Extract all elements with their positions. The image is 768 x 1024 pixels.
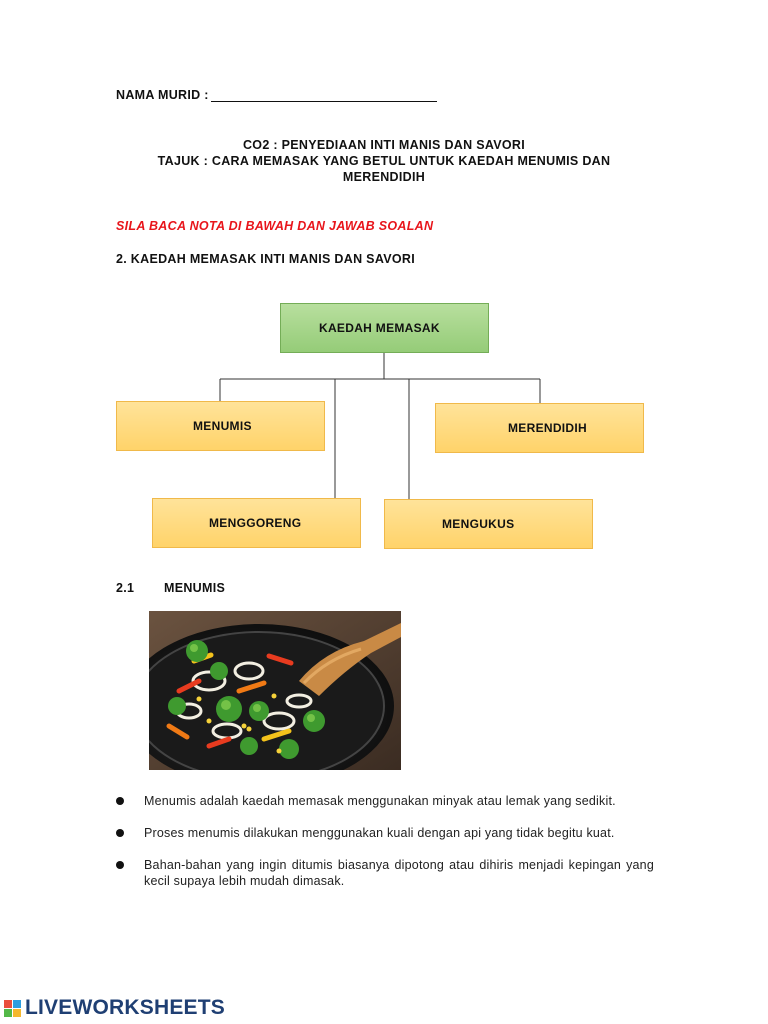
student-name-label: NAMA MURID :: [116, 88, 209, 102]
liveworksheets-brand: [4, 996, 225, 1020]
diagram-root-box: [280, 303, 489, 353]
bullet-icon: [116, 797, 124, 805]
liveworksheets-logo-icon: [4, 1000, 21, 1017]
brand-name: LIVEWORKSHEETS: [25, 996, 225, 1019]
diagram-box-mengukus: [384, 499, 593, 549]
list-item: [116, 793, 654, 809]
diagram-label-menggoreng: MENGGORENG: [209, 516, 302, 530]
diagram-box-merendidih: [435, 403, 644, 453]
bullet-icon: [116, 829, 124, 837]
diagram-root-label: KAEDAH MEMASAK: [319, 321, 440, 335]
bullet-text: Bahan-bahan yang ingin ditumis biasanya dipotong atau dihiris menjadi kepingan yang kecil supaya lebih mudah dimasak.: [144, 858, 654, 888]
title-line-1: CO2 : PENYEDIAAN INTI MANIS DAN SAVORI: [242, 138, 526, 152]
section-2-1-heading: [116, 581, 225, 595]
bullet-text: Proses menumis dilakukan menggunakan kuali dengan api yang tidak begitu kuat.: [144, 826, 615, 840]
section-2-heading: 2. KAEDAH MEMASAK INTI MANIS DAN SAVORI: [116, 252, 415, 266]
list-item: [116, 857, 654, 889]
title-line-3: MERENDIDIH: [342, 170, 426, 184]
diagram-box-menggoreng: [152, 498, 361, 548]
menumis-notes-list: [116, 793, 654, 905]
title-line-2: TAJUK : CARA MEMASAK YANG BETUL UNTUK KAEDAH MENUMIS DAN: [157, 154, 611, 168]
instruction-text: SILA BACA NOTA DI BAWAH DAN JAWAB SOALAN: [116, 219, 434, 233]
diagram-label-menumis: MENUMIS: [193, 419, 252, 433]
list-item: [116, 825, 654, 841]
bullet-icon: [116, 861, 124, 869]
diagram-label-mengukus: MENGUKUS: [442, 517, 515, 531]
section-2-1-number: 2.1: [116, 581, 135, 595]
stir-fry-photo: [149, 611, 401, 770]
diagram-box-menumis: [116, 401, 325, 451]
diagram-label-merendidih: MERENDIDIH: [508, 421, 588, 435]
section-2-1-title: MENUMIS: [164, 581, 226, 595]
bullet-text: Menumis adalah kaedah memasak menggunakan minyak atau lemak yang sedikit.: [144, 794, 616, 808]
